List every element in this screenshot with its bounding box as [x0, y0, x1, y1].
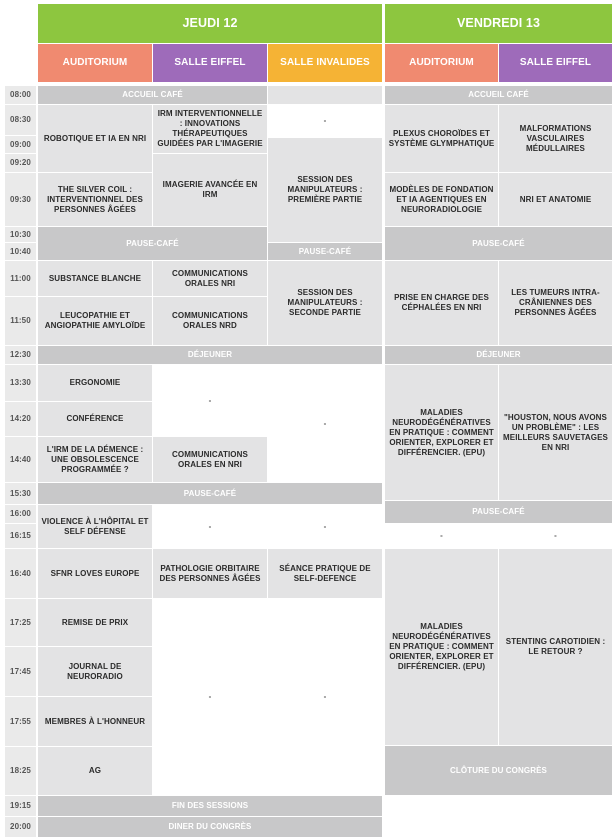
- time-label: 13:30: [10, 378, 31, 387]
- friday-pause-cafe-2: PAUSE-CAFÉ: [385, 501, 612, 523]
- time-label: 08:00: [10, 90, 31, 99]
- friday-dejeuner: DÉJEUNER: [385, 346, 612, 364]
- session-substance-blanche[interactable]: SUBSTANCE BLANCHE: [38, 261, 152, 296]
- friday-accueil-bar: ACCUEIL CAFÉ: [385, 86, 612, 104]
- time-label: 19:15: [10, 801, 31, 810]
- session-membres[interactable]: MEMBRES À L'HONNEUR: [38, 697, 152, 746]
- session-comm-orales-en-nri[interactable]: COMMUNICATIONS ORALES EN NRI: [153, 437, 267, 482]
- time-label: 09:30: [10, 194, 31, 204]
- time-label: 11:50: [10, 316, 31, 325]
- room-auditorium-thursday: AUDITORIUM: [38, 44, 152, 82]
- session-conference[interactable]: CONFÉRENCE: [38, 402, 152, 436]
- time-label: 12:30: [10, 350, 31, 359]
- thursday-invalides-empty-cell: [268, 86, 382, 104]
- time-label: 18:25: [10, 766, 31, 775]
- empty-slot: -: [153, 599, 267, 795]
- time-label: 17:55: [10, 716, 31, 726]
- empty-slot: -: [268, 365, 382, 482]
- session-maladies-2[interactable]: MALADIES NEURODÉGÉNÉRATIVES EN PRATIQUE : COMMENT ORIENTER, EXPLORER ET DIFFÉRENCIER. (EPU): [385, 549, 498, 745]
- time-label: 20:00: [10, 822, 31, 831]
- session-plexus[interactable]: PLEXUS CHOROÏDES ET SYSTÈME GLYMPHATIQUE: [385, 105, 498, 172]
- empty-slot: -: [268, 599, 382, 795]
- session-violence[interactable]: VIOLENCE À L'HÔPITAL ET SELF DÉFENSE: [38, 505, 152, 548]
- session-manipulateurs-2[interactable]: SESSION DES MANIPULATEURS : SECONDE PARTIE: [268, 261, 382, 345]
- session-ergonomie[interactable]: ERGONOMIE: [38, 365, 152, 401]
- time-label: 08:30: [10, 115, 31, 124]
- session-irm-demence[interactable]: L'IRM DE LA DÉMENCE : UNE OBSOLESCENCE PROGRAMMÉE ?: [38, 437, 152, 482]
- time-label: 10:40: [10, 246, 31, 256]
- session-imagerie-avancee[interactable]: IMAGERIE AVANCÉE EN IRM: [153, 154, 267, 226]
- session-journal[interactable]: JOURNAL DE NEURORADIO: [38, 647, 152, 696]
- room-eiffel-thursday: SALLE EIFFEL: [153, 44, 267, 82]
- session-silver-coil[interactable]: THE SILVER COIL : INTERVENTIONNEL DES PERSONNES ÂGÉES: [38, 173, 152, 226]
- fin-sessions-bar: FIN DES SESSIONS: [38, 796, 382, 816]
- session-manipulateurs-1[interactable]: SESSION DES MANIPULATEURS : PREMIÈRE PARTIE: [268, 138, 382, 242]
- day-header-thursday: JEUDI 12: [38, 4, 382, 43]
- time-label: 10:30: [10, 229, 31, 239]
- empty-slot: -: [268, 105, 382, 137]
- session-pathologie-orbitaire[interactable]: PATHOLOGIE ORBITAIRE DES PERSONNES ÂGÉES: [153, 549, 267, 598]
- session-stenting[interactable]: STENTING CAROTIDIEN : LE RETOUR ?: [499, 549, 612, 745]
- session-comm-orales-nrd[interactable]: COMMUNICATIONS ORALES NRD: [153, 297, 267, 345]
- time-label: 16:00: [10, 509, 31, 518]
- empty-slot: -: [268, 505, 382, 548]
- time-label: 09:20: [10, 158, 31, 167]
- time-label: 16:40: [10, 568, 31, 578]
- empty-slot: -: [385, 524, 498, 548]
- session-leucopathie[interactable]: LEUCOPATHIE ET ANGIOPATHIE AMYLOÏDE: [38, 297, 152, 345]
- session-modeles-fondation[interactable]: MODÈLES DE FONDATION ET IA AGENTIQUES EN NEURORADIOLOGIE: [385, 173, 498, 226]
- session-sfnr-europe[interactable]: SFNR LOVES EUROPE: [38, 549, 152, 598]
- friday-cloture: CLÔTURE DU CONGRÈS: [385, 746, 612, 795]
- room-eiffel-friday: SALLE EIFFEL: [499, 44, 612, 82]
- time-label: 11:00: [10, 273, 31, 283]
- time-label: 16:15: [10, 531, 31, 540]
- diner-bar: DINER DU CONGRÈS: [38, 817, 382, 837]
- time-label: 14:20: [10, 414, 31, 423]
- session-comm-orales-nri[interactable]: COMMUNICATIONS ORALES NRI: [153, 261, 267, 296]
- session-malformations[interactable]: MALFORMATIONS VASCULAIRES MÉDULLAIRES: [499, 105, 612, 172]
- thursday-pause-cafe-2: PAUSE-CAFÉ: [38, 483, 382, 504]
- session-tumeurs[interactable]: LES TUMEURS INTRA-CRÂNIENNES DES PERSONNES ÂGÉES: [499, 261, 612, 345]
- session-robotique[interactable]: ROBOTIQUE ET IA EN NRI: [38, 105, 152, 172]
- empty-slot: -: [499, 524, 612, 548]
- session-self-defence[interactable]: SÉANCE PRATIQUE DE SELF-DEFENCE: [268, 549, 382, 598]
- session-irm-interventionnelle[interactable]: IRM INTERVENTIONNELLE : INNOVATIONS THÉRAPEUTIQUES GUIDÉES PAR L'IMAGERIE: [153, 105, 267, 153]
- friday-pause-cafe-1: PAUSE-CAFÉ: [385, 227, 612, 260]
- session-nri-anatomie[interactable]: NRI ET ANATOMIE: [499, 173, 612, 226]
- session-maladies-1[interactable]: MALADIES NEURODÉGÉNÉRATIVES EN PRATIQUE : COMMENT ORIENTER, EXPLORER ET DIFFÉRENCIER. (EPU): [385, 365, 498, 500]
- room-invalides-thursday: SALLE INVALIDES: [268, 44, 382, 82]
- time-label: 17:45: [10, 666, 31, 676]
- time-label: 09:00: [10, 139, 31, 149]
- session-ag[interactable]: AG: [38, 747, 152, 795]
- thursday-dejeuner: DÉJEUNER: [38, 346, 382, 364]
- time-label: 17:25: [10, 617, 31, 627]
- session-prise-en-charge[interactable]: PRISE EN CHARGE DES CÉPHALÉES EN NRI: [385, 261, 498, 345]
- thursday-accueil-bar: ACCUEIL CAFÉ: [38, 86, 267, 104]
- empty-slot: -: [153, 505, 267, 548]
- room-auditorium-friday: AUDITORIUM: [385, 44, 498, 82]
- invalides-pause-cafe: PAUSE-CAFÉ: [268, 243, 382, 260]
- time-label: 14:40: [10, 454, 31, 464]
- day-header-friday: VENDREDI 13: [385, 4, 612, 43]
- session-remise-prix[interactable]: REMISE DE PRIX: [38, 599, 152, 646]
- time-label: 15:30: [10, 488, 31, 498]
- session-houston[interactable]: "HOUSTON, NOUS AVONS UN PROBLÈME" : LES MEILLEURS SAUVETAGES EN NRI: [499, 365, 612, 500]
- empty-slot: -: [153, 365, 267, 436]
- thursday-pause-cafe-1: PAUSE-CAFÉ: [38, 227, 267, 260]
